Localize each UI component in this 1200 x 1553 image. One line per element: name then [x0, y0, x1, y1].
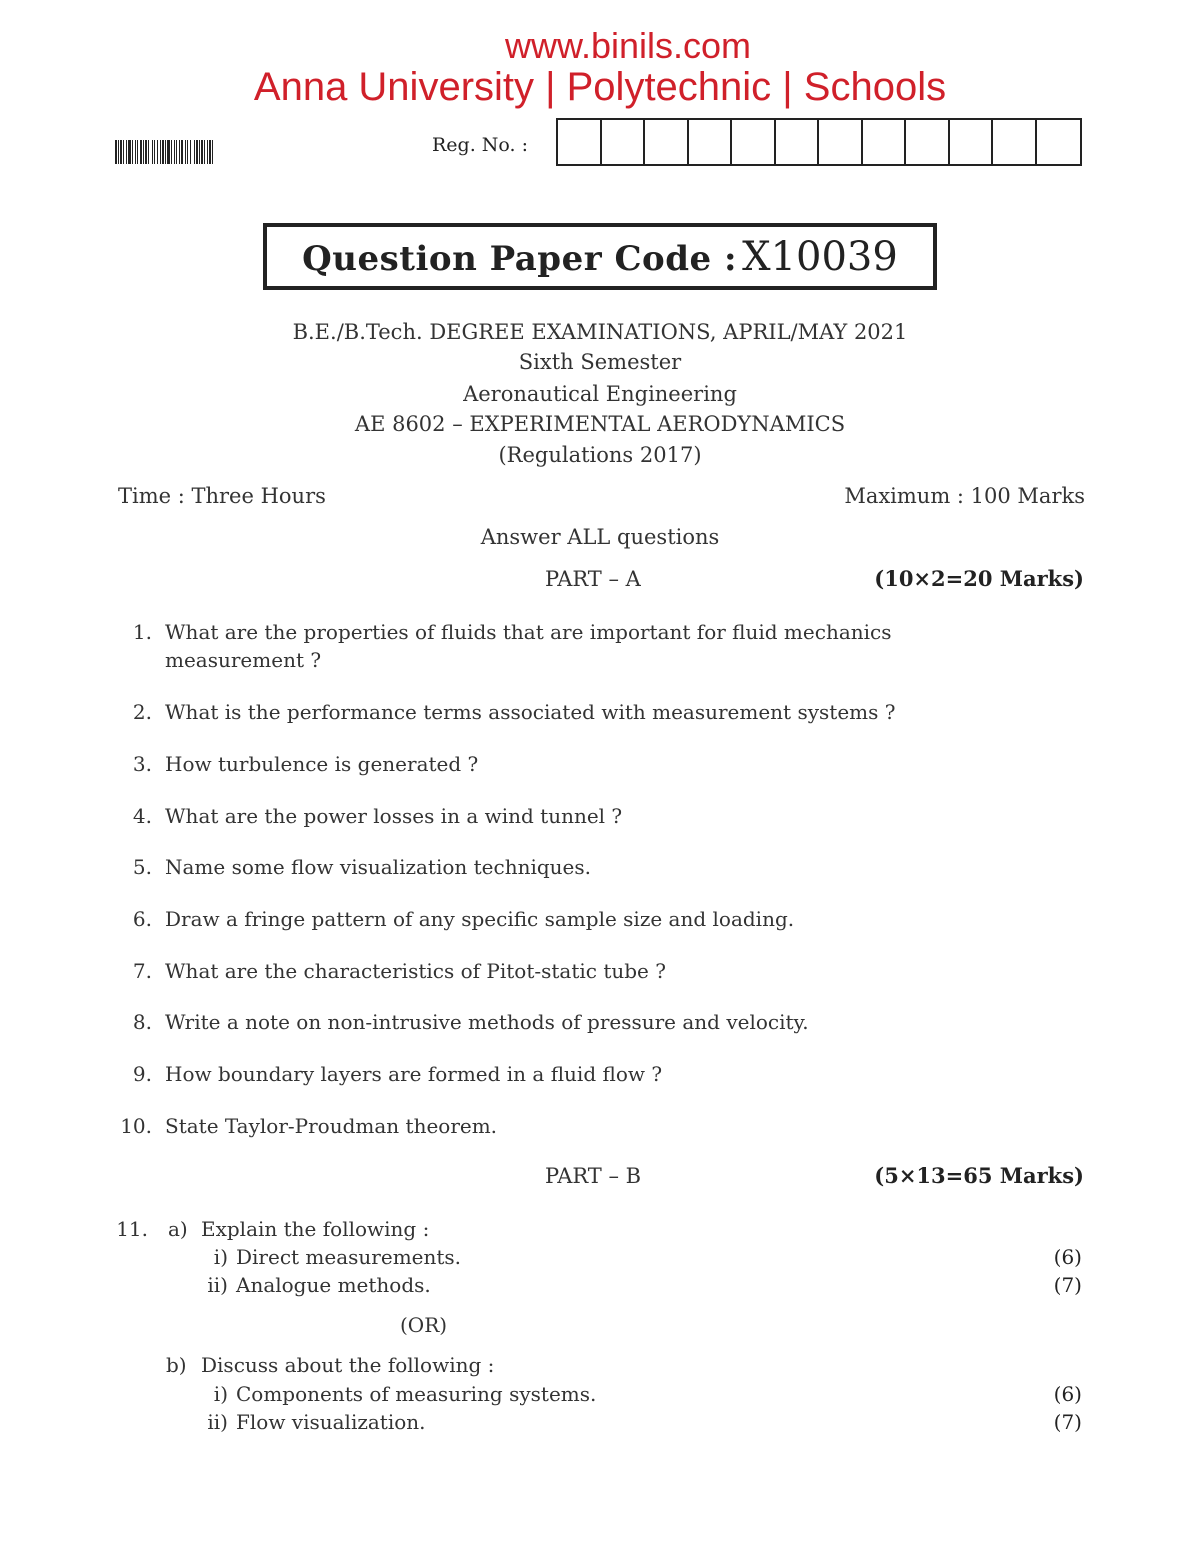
question-text: What is the performance terms associated with measurement systems ? [165, 700, 896, 724]
sub-item-marks: (6) [1053, 1382, 1082, 1406]
question-number: 6. [132, 907, 152, 931]
reg-no-digit-box[interactable] [602, 120, 646, 164]
question-text: How boundary layers are formed in a fluid flow ? [165, 1062, 663, 1086]
barcode-image [115, 140, 295, 164]
question-number: 8. [132, 1010, 152, 1034]
exam-semester: Sixth Semester [518, 350, 682, 374]
question-text: What are the characteristics of Pitot-static tube ? [165, 959, 666, 983]
reg-no-digit-box[interactable] [776, 120, 820, 164]
reg-no-digit-box[interactable] [950, 120, 994, 164]
question-text: What are the power losses in a wind tunnel ? [165, 804, 623, 828]
reg-no-digit-box[interactable] [645, 120, 689, 164]
sub-item-text: Components of measuring systems. [236, 1382, 597, 1406]
question-number: 3. [132, 752, 152, 776]
option-b-text: Discuss about the following : [201, 1353, 495, 1377]
sub-item-marks: (7) [1053, 1410, 1082, 1434]
sub-item-text: Analogue methods. [236, 1273, 431, 1297]
sub-item-roman: ii) [207, 1410, 228, 1434]
question-number: 11. [116, 1217, 148, 1241]
part-b-title: PART – B [545, 1164, 642, 1188]
reg-no-boxes[interactable] [556, 118, 1082, 166]
part-a-title: PART – A [545, 567, 641, 591]
reg-no-digit-box[interactable] [558, 120, 602, 164]
exam-department: Aeronautical Engineering [463, 382, 737, 406]
sub-item-roman: i) [213, 1245, 228, 1269]
reg-no-digit-box[interactable] [732, 120, 776, 164]
reg-no-digit-box[interactable] [819, 120, 863, 164]
question-number: 9. [132, 1062, 152, 1086]
reg-no-digit-box[interactable] [689, 120, 733, 164]
sub-item-text: Flow visualization. [236, 1410, 426, 1434]
exam-title: B.E./B.Tech. DEGREE EXAMINATIONS, APRIL/MAY 2021 [292, 320, 908, 344]
question-paper-code-box [263, 223, 937, 290]
question-number: 10. [120, 1114, 152, 1138]
reg-no-digit-box[interactable] [906, 120, 950, 164]
question-text: What are the properties of fluids that are important for fluid mechanics [165, 620, 892, 644]
sub-item-text: Direct measurements. [236, 1245, 462, 1269]
question-number: 1. [132, 620, 152, 644]
question-text: State Taylor-Proudman theorem. [165, 1114, 498, 1138]
question-text: Draw a fringe pattern of any specific sample size and loading. [165, 907, 795, 931]
question-number: 7. [132, 959, 152, 983]
option-a-text: Explain the following : [201, 1217, 430, 1241]
part-b-marks: (5×13=65 Marks) [874, 1163, 1084, 1188]
question-number: 4. [132, 804, 152, 828]
exam-instruction: Answer ALL questions [480, 525, 720, 549]
question-text: How turbulence is generated ? [165, 752, 479, 776]
exam-regulations: (Regulations 2017) [498, 443, 702, 467]
exam-time: Time : Three Hours [118, 484, 326, 508]
sub-item-marks: (7) [1053, 1273, 1082, 1297]
sub-item-marks: (6) [1053, 1245, 1082, 1269]
question-text: Name some flow visualization techniques. [165, 855, 592, 879]
option-a-label: a) [168, 1217, 188, 1241]
sub-item-roman: ii) [207, 1273, 228, 1297]
sub-item-roman: i) [213, 1382, 228, 1406]
reg-no-digit-box[interactable] [1037, 120, 1081, 164]
exam-course: AE 8602 – EXPERIMENTAL AERODYNAMICS [354, 412, 846, 436]
option-b-label: b) [166, 1353, 187, 1377]
reg-no-label: Reg. No. : [432, 134, 529, 156]
question-number: 2. [132, 700, 152, 724]
or-separator: (OR) [400, 1313, 448, 1337]
question-number: 5. [132, 855, 152, 879]
code-value: X10039 [742, 234, 898, 280]
exam-max-marks: Maximum : 100 Marks [844, 484, 1085, 508]
question-text: measurement ? [165, 648, 322, 672]
reg-no-digit-box[interactable] [863, 120, 907, 164]
part-a-marks: (10×2=20 Marks) [874, 566, 1084, 591]
site-tagline: Anna University | Polytechnic | Schools [253, 65, 947, 109]
question-text: Write a note on non-intrusive methods of pressure and velocity. [165, 1010, 809, 1034]
code-label: Question Paper Code : [302, 239, 737, 279]
site-url: www.binils.com [504, 25, 752, 66]
reg-no-digit-box[interactable] [993, 120, 1037, 164]
